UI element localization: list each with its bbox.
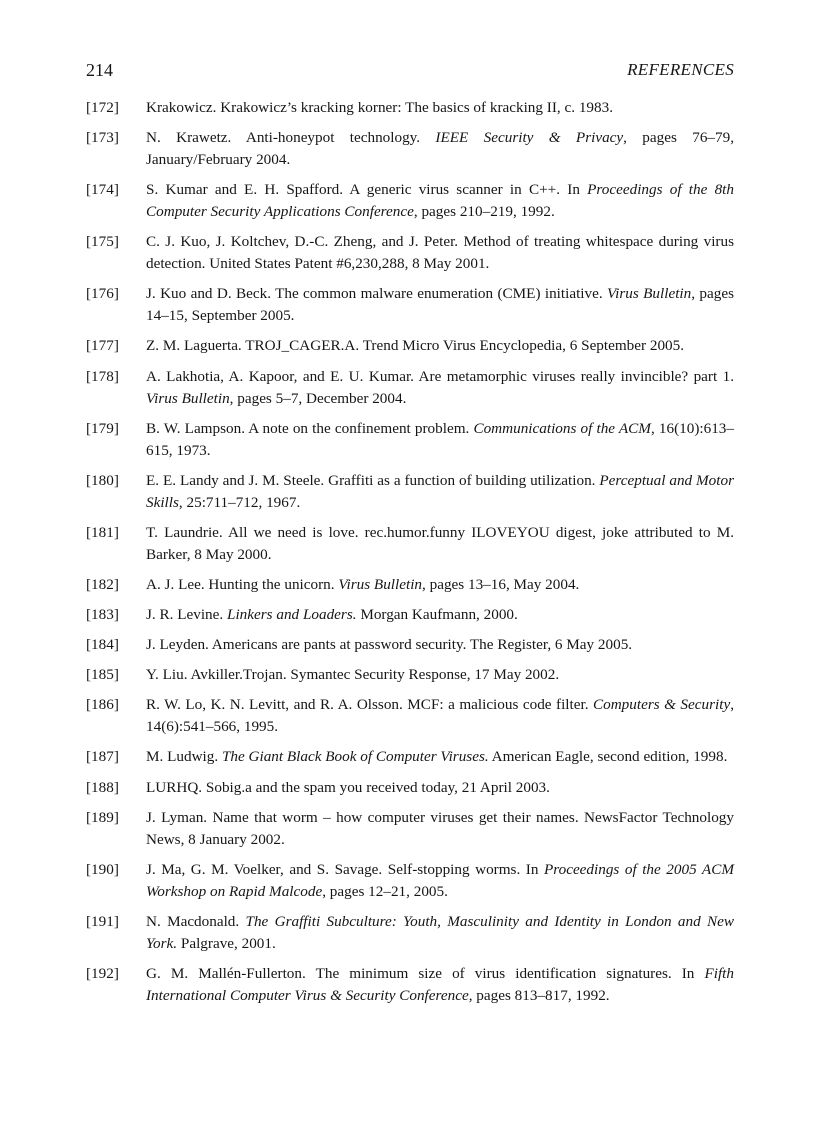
reference-entry [86,231,734,275]
reference-text [146,97,734,119]
reference-text-segment: , pages 12–21, 2005. [322,882,448,900]
reference-title-italic: The Giant Black Book of Computer Viruses. [221,748,489,766]
reference-text [146,963,734,1007]
reference-text-segment: , pages 813–817, 1992. [468,986,610,1004]
reference-number: [191] [86,912,119,930]
reference-text [146,522,734,566]
reference-number: [179] [86,419,119,437]
reference-text [146,418,734,462]
reference-text-segment: LURHQ. Sobig.a and the spam you received today, 21 April 2003. [146,778,550,796]
reference-number: [173] [86,129,119,147]
reference-title-italic: Communications of the ACM [473,419,651,437]
reference-title-italic: Proceedings of the 8th Computer Security Applications Conference [146,181,734,221]
reference-text [146,366,734,410]
reference-text-segment: Y. Liu. Avkiller.Trojan. Symantec Security Response, 17 May 2002. [146,666,560,684]
reference-text-segment: , pages 76–79, January/February 2004. [146,129,734,169]
reference-text [146,664,734,686]
reference-entry [86,634,734,656]
page-number: 214 [86,60,113,80]
reference-entry [86,127,734,171]
reference-title-italic: IEEE Security & Privacy [435,129,624,147]
reference-title-italic: Fifth International Computer Virus & Security Conference [146,964,734,1004]
reference-entry [86,859,734,903]
reference-entry [86,911,734,955]
reference-text-segment: J. Lyman. Name that worm – how computer viruses get their names. NewsFactor Technology News, 8 January 2002. [146,808,734,848]
reference-entry [86,664,734,686]
reference-number: [188] [86,778,119,796]
reference-entry [86,522,734,566]
reference-list [86,97,734,1015]
reference-text-segment: Palgrave, 2001. [177,934,276,952]
reference-number: [190] [86,860,119,878]
reference-entry [86,97,734,119]
reference-text-segment: , pages 210–219, 1992. [413,203,555,221]
reference-number: [176] [86,285,119,303]
reference-text [146,179,734,223]
reference-text [146,777,734,799]
reference-number: [189] [86,808,119,826]
reference-text-segment: R. W. Lo, K. N. Levitt, and R. A. Olsson. MCF: a malicious code filter. [146,696,593,714]
reference-text-segment: N. Krawetz. Anti-honeypot technology. [146,129,436,147]
reference-text-segment: S. Kumar and E. H. Spafford. A generic virus scanner in C++. In [146,181,588,199]
reference-entry [86,574,734,596]
reference-number: [182] [86,575,119,593]
reference-title-italic: Proceedings of the 2005 ACM Workshop on Rapid Malcode [146,860,734,900]
reference-title-italic: Computers & Security [592,696,731,714]
reference-entry [86,283,734,327]
running-head: REFERENCES [627,60,734,79]
reference-number: [183] [86,606,119,624]
reference-text-segment: , 25:711–712, 1967. [178,493,301,511]
reference-number: [192] [86,964,119,982]
reference-title-italic: Perceptual and Motor Skills [146,471,734,511]
reference-text-segment: T. Laundrie. All we need is love. rec.humor.funny ILOVEYOU digest, joke attributed to M. Barker, 8 May 2000. [146,523,734,563]
reference-entry [86,335,734,357]
reference-title-italic: Linkers and Loaders. [227,606,357,624]
reference-title-italic: Virus Bulletin [146,389,230,407]
reference-text-segment: A. J. Lee. Hunting the unicorn. [146,575,339,593]
reference-text [146,231,734,275]
reference-title-italic: The Graffiti Subculture: Youth, Masculinity and Identity in London and New York. [146,912,735,952]
reference-number: [180] [86,471,119,489]
reference-text-segment: N. Macdonald. [146,912,246,930]
reference-entry [86,694,734,738]
reference-entry [86,604,734,626]
reference-text-segment: C. J. Kuo, J. Koltchev, D.-C. Zheng, and J. Peter. Method of treating whitespace during virus detection. United States Patent #6,230,288, 8 May 2001. [146,233,734,273]
reference-text [146,694,734,738]
reference-text-segment: J. R. Levine. [146,606,227,624]
reference-text-segment: , 14(6):541–566, 1995. [146,696,734,736]
reference-entry [86,366,734,410]
reference-text-segment: B. W. Lampson. A note on the confinement problem. [146,419,474,437]
reference-entry [86,470,734,514]
reference-number: [186] [86,696,119,714]
reference-number: [184] [86,636,119,654]
reference-text [146,859,734,903]
reference-entry [86,963,734,1007]
reference-number: [185] [86,666,119,684]
reference-text-segment: American Eagle, second edition, 1998. [488,748,728,766]
reference-text-segment: A. Lakhotia, A. Kapoor, and E. U. Kumar. Are metamorphic viruses really invincible? part 1. [146,367,734,385]
page-header [86,60,734,86]
reference-entry [86,179,734,223]
reference-text [146,283,734,327]
reference-text-segment: G. M. Mallén-Fullerton. The minimum size of virus identification signatures. In [146,964,705,982]
reference-text-segment: J. Ma, G. M. Voelker, and S. Savage. Self-stopping worms. In [146,860,544,878]
reference-entry [86,746,734,768]
reference-number: [172] [86,99,119,116]
reference-text [146,604,734,626]
reference-text [146,746,734,768]
reference-text-segment: , pages 13–16, May 2004. [422,575,580,593]
reference-text-segment: M. Ludwig. [146,748,222,766]
reference-text-segment: J. Leyden. Americans are pants at password security. The Register, 6 May 2005. [146,636,633,654]
reference-number: [175] [86,233,119,251]
reference-text [146,911,734,955]
reference-text [146,470,734,514]
reference-number: [178] [86,367,119,385]
reference-text [146,335,734,357]
reference-text [146,127,734,171]
reference-title-italic: Virus Bulletin [338,575,423,593]
reference-number: [177] [86,337,119,355]
reference-text-segment: , pages 5–7, December 2004. [229,389,407,407]
reference-text-segment: J. Kuo and D. Beck. The common malware enumeration (CME) initiative. [146,285,608,303]
reference-text [146,574,734,596]
reference-text-segment: E. E. Landy and J. M. Steele. Graffiti as a function of building utilization. [146,471,600,489]
reference-entry [86,777,734,799]
reference-text-segment: , pages 14–15, September 2005. [146,285,734,325]
reference-number: [181] [86,523,119,541]
reference-text-segment: Krakowicz. Krakowicz’s kracking korner: The basics of kracking II, c. 1983. [146,99,613,116]
reference-entry [86,807,734,851]
reference-text-segment: Z. M. Laguerta. TROJ_CAGER.A. Trend Micro Virus Encyclopedia, 6 September 2005. [146,337,685,355]
reference-title-italic: Virus Bulletin [607,285,692,303]
reference-text [146,807,734,851]
reference-text-segment: Morgan Kaufmann, 2000. [356,606,518,624]
reference-text [146,634,734,656]
reference-text-segment: , 16(10):613–615, 1973. [146,419,734,459]
reference-number: [187] [86,748,119,766]
reference-entry [86,418,734,462]
reference-number: [174] [86,181,119,199]
